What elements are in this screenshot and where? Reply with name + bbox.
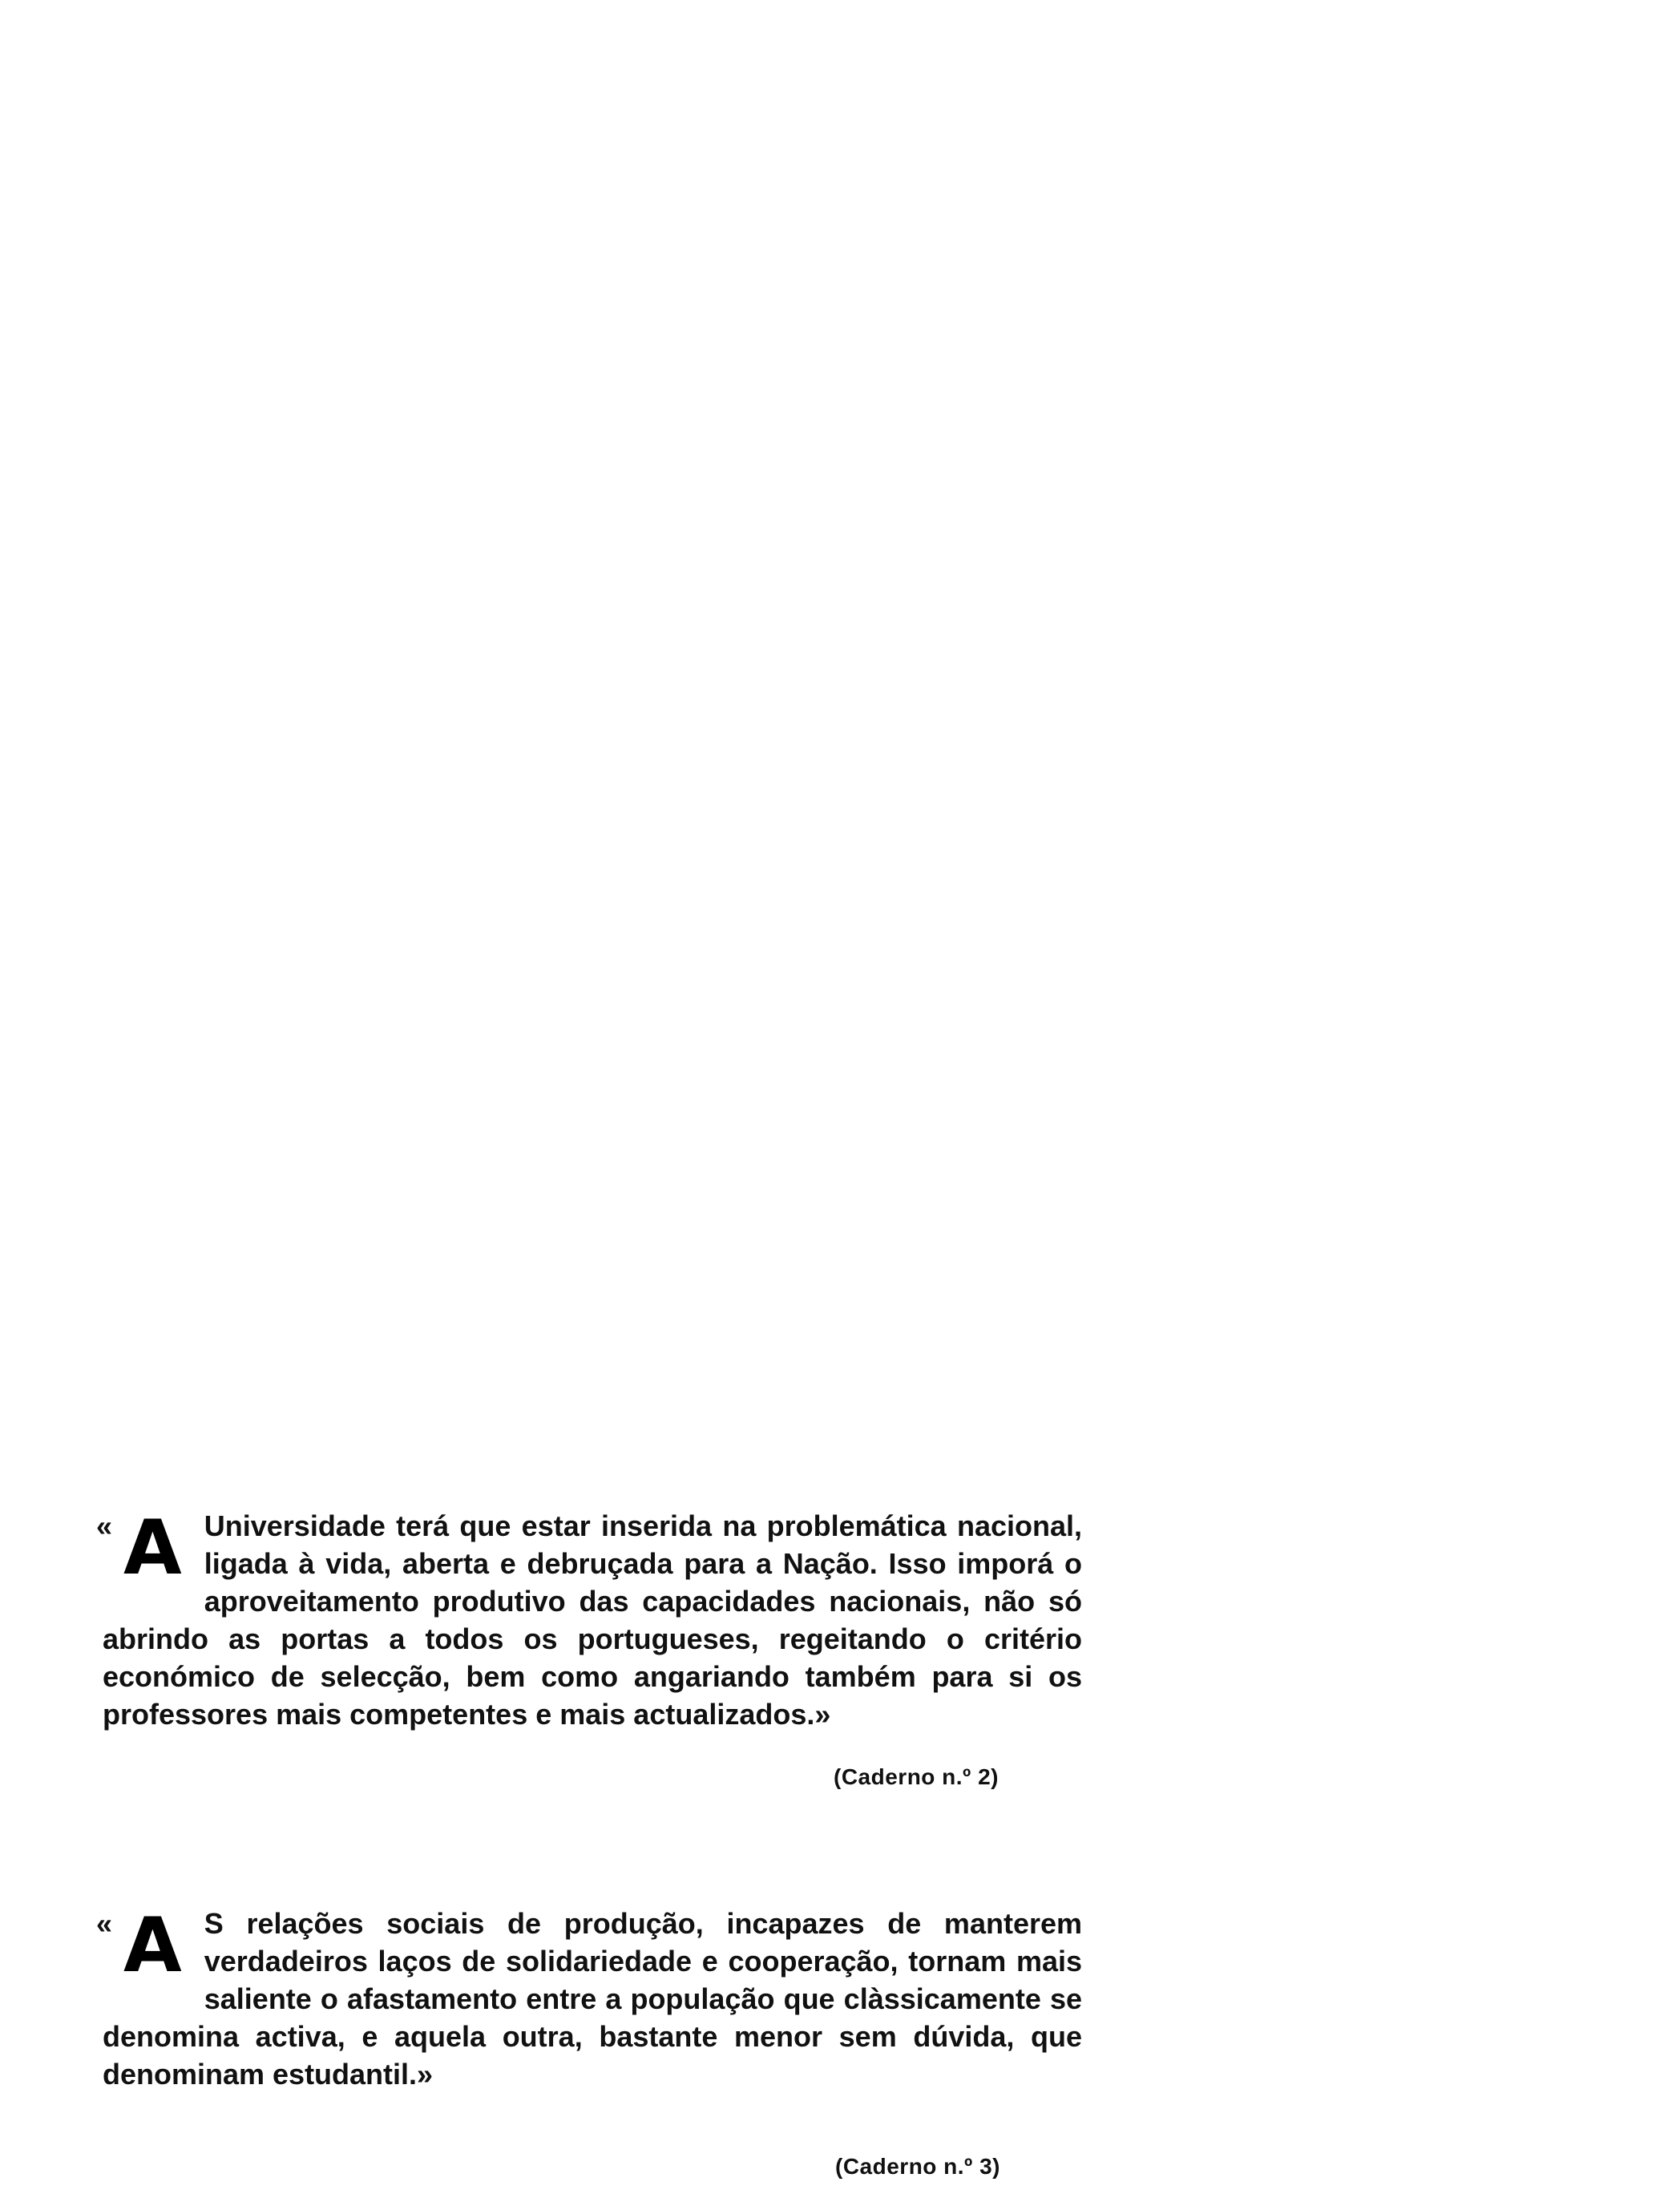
opening-guillemet: « <box>96 1509 113 1542</box>
quote-text: Universidade terá que estar inserida na problemática nacional, ligada à vida, aberta e debruçada para a Nação. Isso imporá o aproveitamento produtivo das capacidades nacionais, não só abrindo as portas a todos os portugueses, regeitando o critério económico de selecção, bem como angariando também para si os professores mais competentes e mais actualizados.» <box>103 1509 1082 1731</box>
citation-caderno-3: (Caderno n.º 3) <box>835 2154 1000 2179</box>
drop-cap-letter: A <box>123 1505 182 1592</box>
quote-block-2 <box>96 1902 1082 2093</box>
quote-text: S relações sociais de produção, incapazes de manterem verdadeiros laços de solidariedade e cooperação, tornam mais saliente o afastamento entre a população que clàssicamente se denomina activa, e aquela outra, bastante menor sem dúvida, que denominam estudantil.» <box>103 1907 1082 2091</box>
citation-caderno-2: (Caderno n.º 2) <box>834 1764 999 1789</box>
opening-guillemet: « <box>96 1907 113 1940</box>
quote-block-1 <box>96 1505 1082 1733</box>
drop-cap-letter: A <box>123 1902 182 1990</box>
